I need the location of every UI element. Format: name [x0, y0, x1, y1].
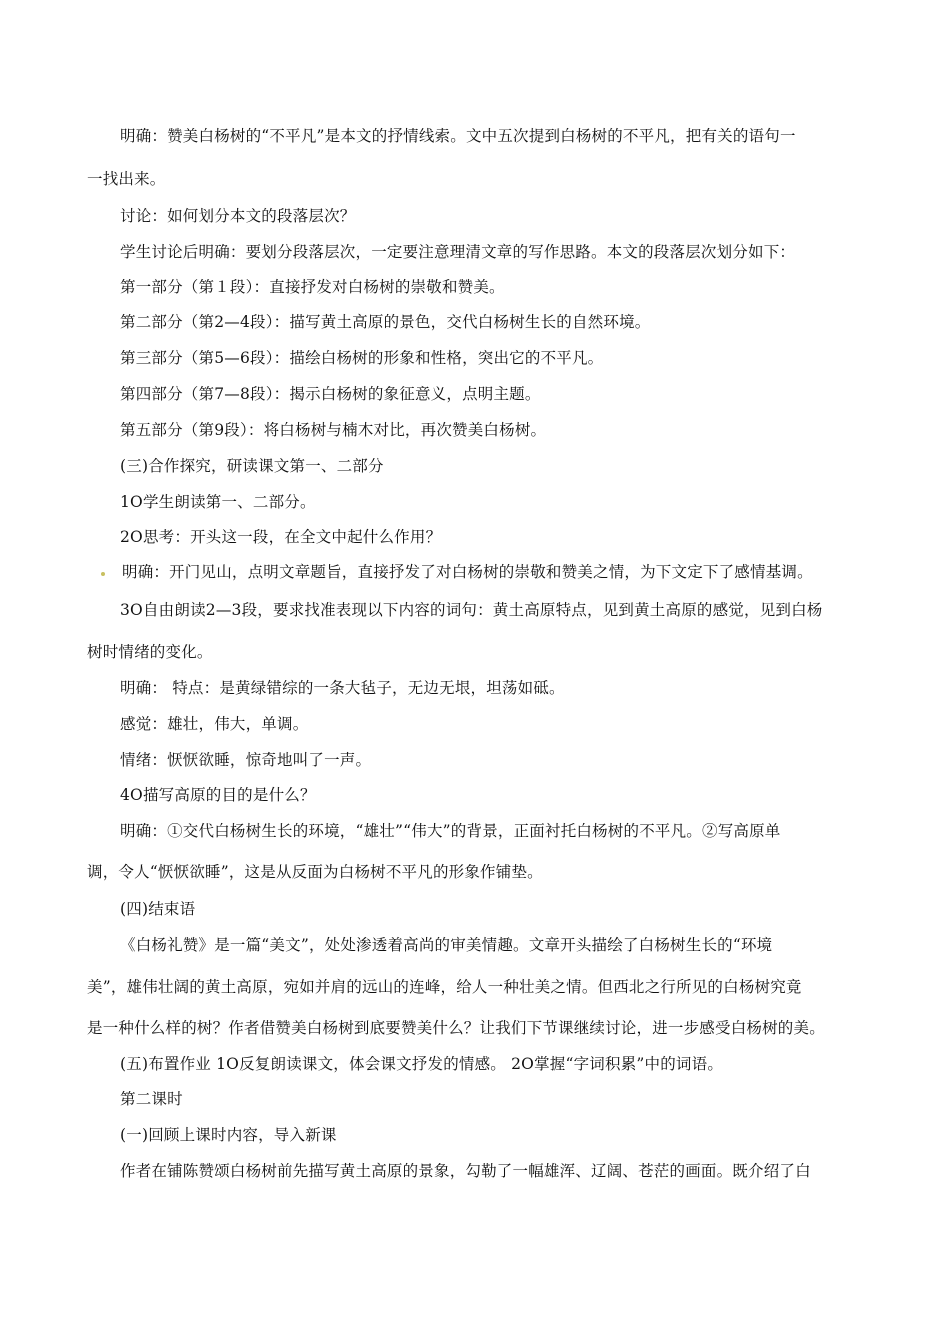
section-heading: (三)合作探究，研读课文第一、二部分 [120, 457, 384, 475]
section-heading: (五)布置作业 1O反复朗读课文，体会课文抒发的情感。 2O掌握“字词积累”中的词语。 [120, 1055, 724, 1073]
section-heading: (四)结束语 [120, 900, 196, 918]
paragraph-line: 2O思考：开头这一段，在全文中起什么作用？ [120, 528, 442, 546]
paragraph-line: 感觉：雄壮，伟大，单调。 [120, 715, 309, 733]
paragraph-line: 3O自由朗读2—3段，要求找准表现以下内容的词句：黄土高原特点，见到黄土高原的感觉，见到白杨 [120, 601, 823, 619]
paragraph-line: 调，令人“恹恹欲睡”，这是从反面为白杨树不平凡的形象作铺垫。 [87, 863, 543, 881]
paragraph-line: 第四部分（第7—8段）：揭示白杨树的象征意义，点明主题。 [120, 385, 541, 403]
section-heading: (一)回顾上课时内容，导入新课 [120, 1126, 337, 1144]
paragraph-line: 明确：①交代白杨树生长的环境，“雄壮”“伟大”的背景，正面衬托白杨树的不平凡。②写高原单 [120, 822, 781, 840]
paragraph-line: 1O学生朗读第一、二部分。 [120, 493, 316, 511]
paragraph-line: 树时情绪的变化。 [87, 643, 213, 661]
lesson-heading: 第二课时 [120, 1090, 183, 1108]
paragraph-line: 第二部分（第2—4段）：描写黄土高原的景色，交代白杨树生长的自然环境。 [120, 313, 651, 331]
paragraph-line: 是一种什么样的树？作者借赞美白杨树到底要赞美什么？让我们下节课继续讨论，进一步感受白杨树的美。 [87, 1019, 825, 1037]
paragraph-line: 情绪：恹恹欲睡，惊奇地叫了一声。 [120, 751, 372, 769]
paragraph-line: 明确： 特点：是黄绿错综的一条大毡子，无边无垠，坦荡如砥。 [120, 679, 565, 697]
paragraph-line: 第一部分（第１段）：直接抒发对白杨树的崇敬和赞美。 [120, 278, 505, 296]
paragraph-line: 明确：开门见山，点明文章题旨，直接抒发了对白杨树的崇敬和赞美之情，为下文定下了感情基调。 [122, 563, 813, 581]
paragraph-line: 第三部分（第5—6段）：描绘白杨树的形象和性格，突出它的不平凡。 [120, 349, 604, 367]
paragraph-line: 讨论：如何划分本文的段落层次？ [120, 207, 356, 225]
paragraph-line: 作者在铺陈赞颂白杨树前先描写黄土高原的景象，勾勒了一幅雄浑、辽阔、苍茫的画面。既介绍了白 [120, 1162, 811, 1180]
paragraph-line: 《白杨礼赞》是一篇“美文”，处处渗透着高尚的审美情趣。文章开头描绘了白杨树生长的“环境 [120, 936, 773, 954]
stray-mark [101, 572, 105, 576]
paragraph-line: 4O描写高原的目的是什么？ [120, 786, 316, 804]
paragraph-line: 学生讨论后明确：要划分段落层次，一定要注意理清文章的写作思路。本文的段落层次划分如下： [120, 243, 796, 261]
paragraph-line: 明确：赞美白杨树的“不平凡”是本文的抒情线索。文中五次提到白杨树的不平凡，把有关的语句一 [120, 127, 796, 145]
paragraph-line: 第五部分（第9段）：将白杨树与楠木对比，再次赞美白杨树。 [120, 421, 547, 439]
paragraph-line: 美”，雄伟壮阔的黄土高原，宛如并肩的远山的连峰，给人一种壮美之情。但西北之行所见的白杨树究竟 [87, 978, 802, 996]
paragraph-line: 一找出来。 [87, 170, 166, 188]
